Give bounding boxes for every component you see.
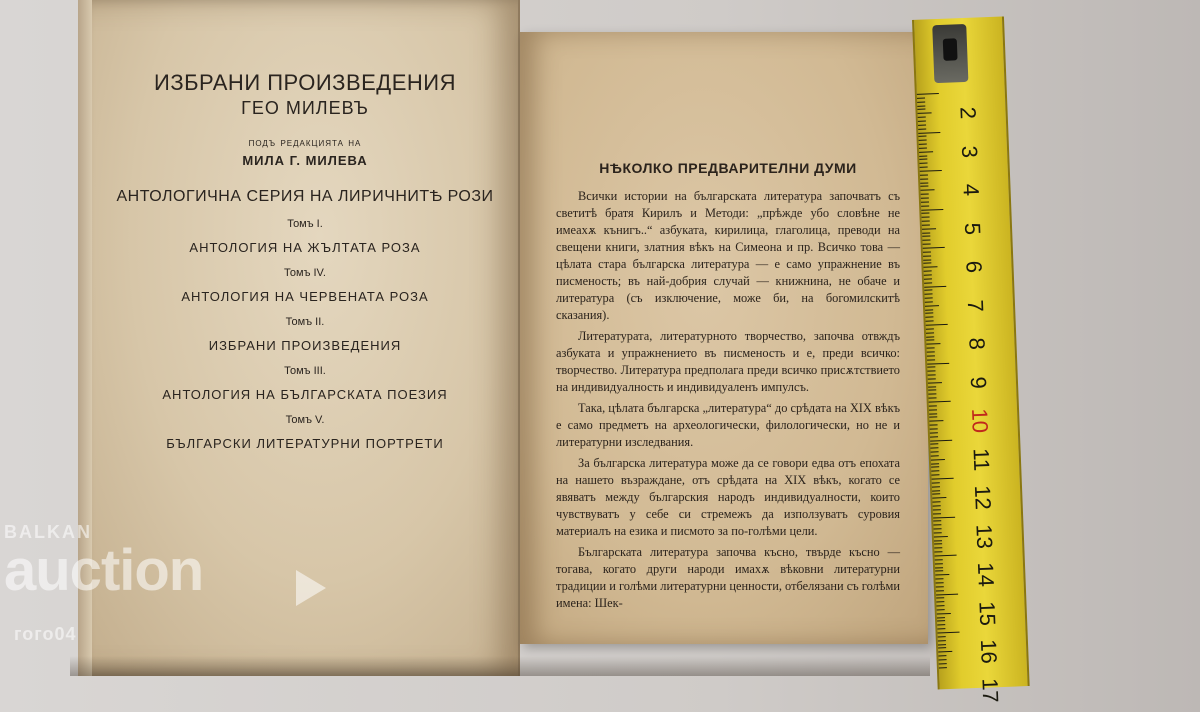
tape-hook-slot	[943, 38, 958, 61]
tape-tick	[930, 436, 938, 437]
tape-tick	[919, 163, 927, 164]
tape-tick	[930, 432, 938, 433]
volume-title: АНТОЛОГИЯ НА ЧЕРВЕНАТА РОЗА	[181, 289, 429, 304]
tape-hook	[932, 24, 968, 83]
book-title: ИЗБРАНИ ПРОИЗВЕДЕНИЯ	[154, 70, 456, 95]
tape-tick	[931, 463, 939, 464]
tape-tick	[928, 374, 936, 375]
tape-number: 6	[961, 260, 987, 274]
tape-tick	[934, 532, 942, 533]
tape-tick	[939, 667, 947, 668]
tape-tick	[926, 321, 934, 322]
tape-tick	[922, 217, 930, 218]
tape-tick	[933, 513, 941, 514]
tape-tick	[928, 378, 936, 379]
editor-name: МИЛА Г. МИЛЕВА	[242, 153, 368, 168]
tape-tick	[931, 459, 945, 461]
tape-tick	[933, 524, 941, 525]
tape-tick	[929, 417, 937, 418]
tape-tick	[925, 297, 933, 298]
volume-label: Томъ I.	[287, 218, 323, 230]
tape-number: 12	[969, 484, 996, 511]
tape-tick	[937, 613, 951, 615]
tape-tick	[926, 340, 934, 341]
tape-tick	[922, 240, 930, 241]
tape-tick	[924, 290, 932, 291]
tape-tick	[928, 390, 936, 391]
tape-tick	[925, 294, 933, 295]
tape-tick	[926, 328, 934, 329]
tape-tick	[936, 590, 944, 591]
tape-tick	[924, 285, 946, 287]
tape-tick	[922, 224, 930, 225]
tape-tick	[928, 382, 942, 384]
volume-entry	[102, 316, 508, 353]
tape-tick	[928, 394, 936, 395]
tape-tick	[928, 386, 936, 387]
tape-tick	[937, 609, 945, 610]
tape-number: 4	[958, 183, 984, 197]
tape-tick	[923, 259, 931, 260]
tape-tick	[925, 301, 933, 302]
tape-tick	[924, 278, 932, 279]
tape-tick	[934, 548, 942, 549]
tape-tick	[929, 413, 937, 414]
tape-number: 3	[956, 144, 983, 158]
tape-tick	[922, 228, 936, 230]
tape-tick	[919, 151, 933, 153]
tape-tick	[924, 274, 932, 275]
preface-content	[556, 160, 900, 616]
tape-tick	[938, 640, 946, 641]
tape-tick	[918, 131, 940, 133]
volume-label: Томъ II.	[285, 316, 325, 328]
tape-tick	[923, 263, 931, 264]
tape-tick	[919, 144, 927, 145]
tape-tick	[926, 343, 940, 345]
tape-tick	[927, 359, 935, 360]
tape-tick	[939, 659, 947, 660]
preface-heading: НѢКОЛКО ПРЕДВАРИТЕЛНИ ДУМИ	[599, 160, 857, 176]
tape-tick	[936, 586, 944, 587]
tape-tick	[935, 571, 943, 572]
watermark-brand-top: BALKAN	[4, 522, 92, 542]
tape-number: 10	[966, 407, 993, 434]
tape-tick	[936, 582, 944, 583]
tape-tick	[925, 317, 933, 318]
right-book-page	[520, 32, 928, 644]
watermark-brand-main: auction	[4, 538, 204, 603]
tape-tick	[917, 101, 925, 102]
tape-tick	[930, 444, 938, 445]
tape-tick	[937, 628, 945, 629]
watermark-username: гого04	[14, 624, 77, 644]
tape-tick	[922, 236, 930, 237]
tape-tick	[921, 197, 929, 198]
tape-tick	[917, 97, 925, 98]
tape-tick	[935, 563, 943, 564]
tape-tick	[934, 544, 942, 545]
tape-tick	[931, 451, 939, 452]
tape-tick	[938, 655, 946, 656]
tape-tick	[921, 190, 935, 192]
tape-tick	[917, 105, 925, 106]
tape-tick	[934, 540, 942, 541]
tape-tick	[933, 505, 941, 506]
tape-tick	[938, 636, 946, 637]
tape-tick	[938, 644, 946, 645]
tape-tick	[920, 174, 928, 175]
tape-tick	[923, 251, 931, 252]
tape-tick	[935, 555, 957, 557]
preface-paragraph: Всички истории на българската литература започватъ съ светитѣ братя Кирилъ и Методи: „прѣжде убо словѣне не имеахѫ кънигъ..“ азбуката, кирилица, глаголица, преводи на свещени книги, златния вѣкъ на Симеона и пр. Всичко това — цѣлата стара българска литература — е само упражнение въ писменость; въ най-добрия случай — книжнина, не обаче и литература (съ изключение, може би, на богомилскитѣ сказания).	[556, 189, 900, 322]
volume-label: Томъ V.	[285, 414, 325, 426]
tape-tick	[918, 113, 932, 115]
series-title: АНТОЛОГИЧНА СЕРИЯ НА ЛИРИЧНИТѢ РОЗИ	[116, 188, 494, 205]
tape-number: 9	[965, 375, 992, 389]
volume-entry	[102, 365, 508, 402]
tape-tick	[923, 244, 931, 245]
tape-tick	[929, 397, 937, 398]
tape-tick	[922, 221, 930, 222]
tape-tick	[927, 371, 935, 372]
left-book-page	[78, 0, 520, 676]
volume-entry	[102, 267, 508, 304]
preface-paragraph: За българска литература може да се говори едва отъ епохата на нашето възраждане, отъ срѣдата на XIX вѣкъ, когато се явяватъ между българския народъ индивидуалности, които чувствуватъ у себе си стремежъ да използуватъ суровия материалъ на езика и писмото за по-голѣми цели.	[556, 456, 900, 538]
tape-tick	[923, 266, 937, 268]
tape-tick	[930, 428, 938, 429]
tape-number: 13	[971, 523, 998, 549]
tape-number: 7	[962, 298, 989, 312]
tape-tick	[938, 648, 946, 649]
tape-number: 17	[977, 677, 1004, 703]
tape-tick	[921, 205, 929, 206]
tape-tick	[918, 124, 926, 125]
tape-tick	[932, 478, 954, 480]
tape-tick	[927, 367, 935, 368]
tape-tick	[929, 405, 937, 406]
tape-tick	[923, 255, 931, 256]
tape-tick	[936, 593, 958, 595]
tape-number: 11	[968, 447, 995, 472]
tape-number: 15	[974, 600, 1001, 626]
tape-tick	[920, 170, 942, 172]
tape-tick	[925, 305, 939, 307]
tape-tick	[937, 624, 945, 625]
tape-tick	[931, 474, 939, 475]
tape-tick	[920, 182, 928, 183]
book-author: ГЕО МИЛЕВЪ	[241, 98, 369, 118]
tape-number: 5	[959, 221, 986, 235]
tape-tick	[919, 147, 927, 148]
tape-tick	[923, 247, 945, 249]
tape-tick	[936, 601, 944, 602]
tape-tick	[933, 509, 941, 510]
tape-tick	[935, 559, 943, 560]
tape-tick	[926, 332, 934, 333]
tape-tick	[921, 213, 929, 214]
volume-title: ИЗБРАНИ ПРОИЗВЕДЕНИЯ	[208, 338, 402, 353]
tape-tick	[920, 167, 928, 168]
tape-tick	[919, 155, 927, 156]
tape-tick	[926, 336, 934, 337]
tape-tick	[920, 178, 928, 179]
tape-tick	[929, 401, 951, 403]
volume-title: АНТОЛОГИЯ НА БЪЛГАРСКАТА ПОЕЗИЯ	[162, 387, 448, 402]
tape-tick	[918, 120, 926, 121]
tape-tick	[938, 632, 960, 634]
tape-tick	[930, 424, 938, 425]
tape-tick	[932, 482, 940, 483]
tape-tick	[927, 351, 935, 352]
tape-tick	[937, 621, 945, 622]
tape-number: 2	[955, 106, 981, 120]
book-shadow	[70, 656, 930, 676]
tape-tick	[933, 521, 941, 522]
tape-tick	[934, 528, 942, 529]
volume-title: АНТОЛОГИЯ НА ЖЪЛТАТА РОЗА	[189, 240, 421, 255]
tape-tick	[921, 194, 929, 195]
tape-tick	[917, 109, 925, 110]
tape-tick	[933, 516, 955, 518]
tape-tick	[935, 567, 943, 568]
tape-tick	[925, 309, 933, 310]
tape-tick	[917, 93, 939, 95]
volume-label: Томъ III.	[284, 365, 326, 377]
tape-tick	[932, 497, 946, 499]
volume-title: БЪЛГАРСКИ ЛИТЕРАТУРНИ ПОРТРЕТИ	[166, 436, 444, 451]
tape-tick	[919, 140, 927, 141]
tape-tick	[927, 355, 935, 356]
tape-measure	[912, 16, 1030, 703]
tape-tick	[936, 598, 944, 599]
tape-tick	[931, 455, 939, 456]
tape-tick	[924, 282, 932, 283]
tape-tick	[932, 486, 940, 487]
tape-tick	[927, 347, 935, 348]
volume-entry	[102, 414, 508, 451]
tape-tick	[931, 471, 939, 472]
tape-tick	[926, 324, 948, 326]
volume-entry	[102, 218, 508, 255]
volume-label: Томъ IV.	[284, 267, 326, 279]
tape-tick	[935, 574, 949, 576]
tape-tick	[933, 501, 941, 502]
tape-tick	[932, 490, 940, 491]
tape-number: 14	[972, 561, 999, 588]
tape-tick	[935, 578, 943, 579]
tape-tick	[930, 447, 938, 448]
tape-tick	[934, 536, 948, 538]
tape-tick	[934, 551, 942, 552]
tape-tick	[936, 605, 944, 606]
preface-paragraph: Литературата, литературното творчество, започва отвждъ азбуката и упражнението въ писменость и е, преди всичко: творчество. Литература предполага преди всичко присѫтствието на индивидуалность и индивидуаленъ импулсъ.	[556, 329, 900, 394]
tape-tick	[930, 439, 952, 441]
tape-tick	[931, 467, 939, 468]
preface-paragraph: Българската литература започва късно, твърде късно — тогава, когато други народи имахѫ вѣковни литературни традиции и голѣми литературни ценности, отбелязани съ голѣми имена: Шек-	[556, 545, 900, 610]
tape-tick	[921, 208, 943, 210]
tape-tick	[924, 271, 932, 272]
tape-number: 16	[975, 638, 1002, 665]
tape-tick	[920, 186, 928, 187]
title-page-content	[102, 70, 508, 463]
preface-paragraph: Така, цѣлата българска „литература“ до срѣдата на XIX вѣкъ е само предметъ на археологически, филологически, но не и литературни изследвания.	[556, 401, 900, 449]
editor-line: подъ редакцията на	[248, 135, 362, 149]
tape-tick	[919, 159, 927, 160]
tape-tick	[929, 409, 937, 410]
tape-tick	[932, 494, 940, 495]
tape-tick	[939, 663, 947, 664]
tape-tick	[925, 313, 933, 314]
tape-tick	[929, 420, 943, 422]
tape-tick	[938, 651, 952, 653]
tape-number: 8	[964, 337, 990, 351]
tape-tick	[918, 136, 926, 137]
tape-tick	[921, 201, 929, 202]
tape-tick	[937, 617, 945, 618]
tape-tick	[918, 117, 926, 118]
page-edge	[78, 0, 92, 676]
tape-tick	[922, 232, 930, 233]
tape-tick	[927, 362, 949, 364]
tape-tick	[918, 128, 926, 129]
